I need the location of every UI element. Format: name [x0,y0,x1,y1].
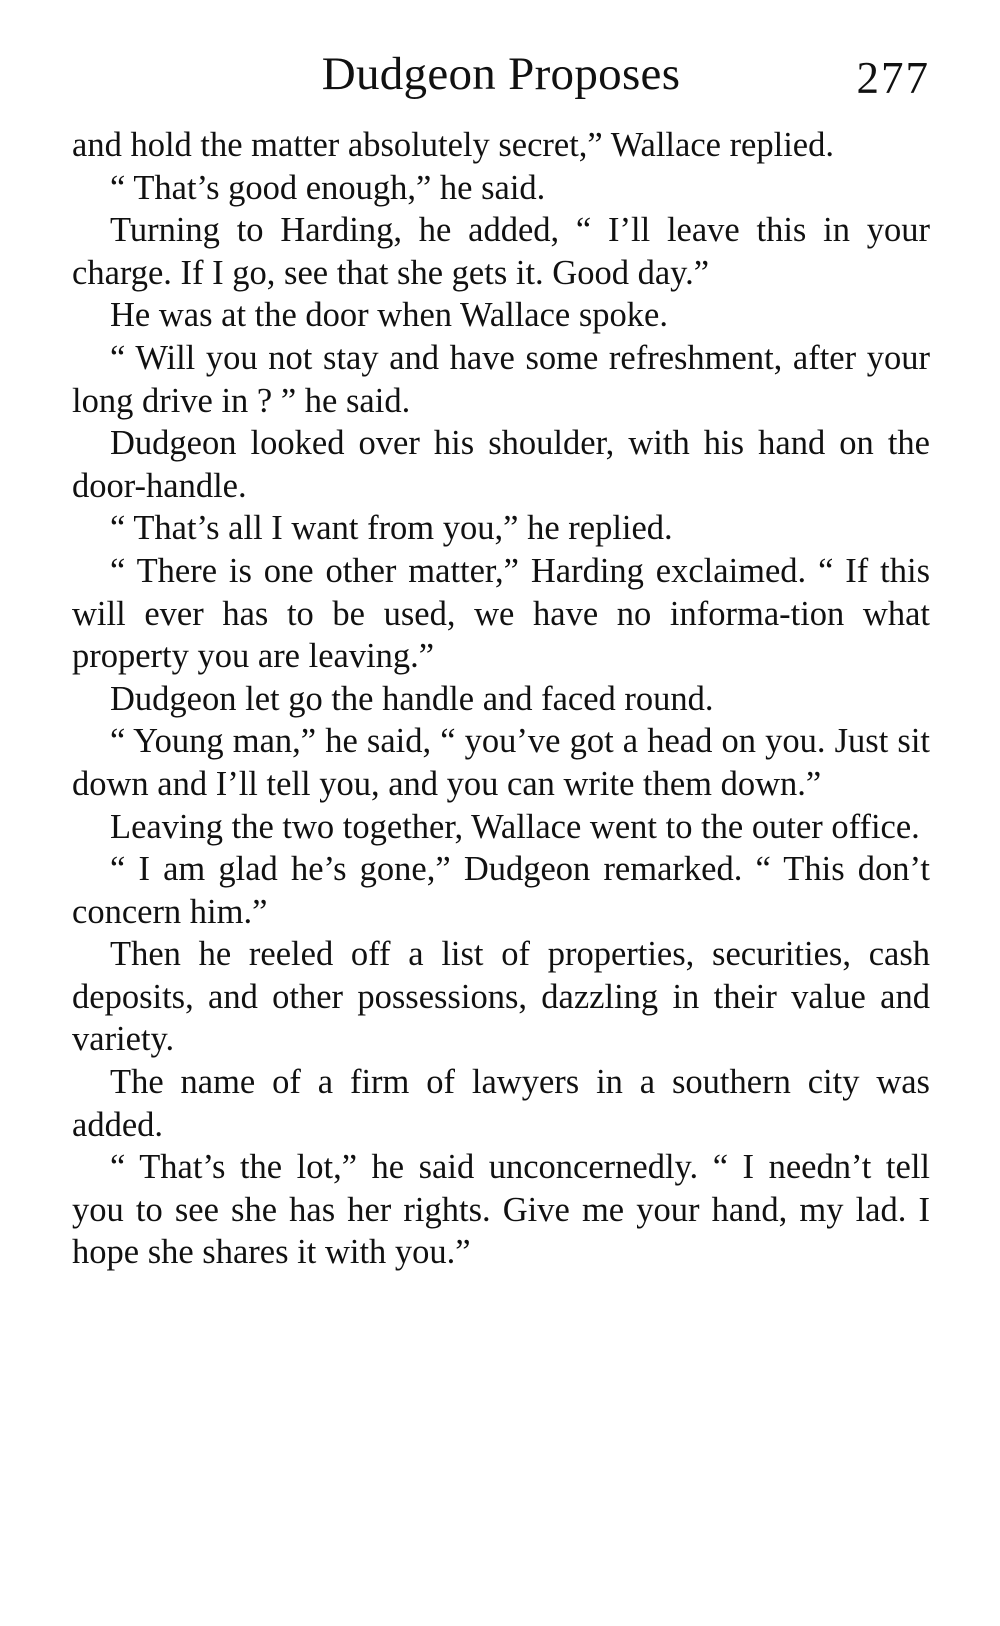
paragraph: “ That’s the lot,” he said unconcernedly. “ I needn’t tell you to see she has her rights. Give me your hand, my lad. I hope she shares it with you.” [72,1148,930,1272]
running-head [72,38,930,110]
paragraph: Dudgeon let go the handle and faced round. [110,679,714,718]
running-title: Dudgeon Proposes [321,48,681,100]
paragraph: “ There is one other matter,” Harding exclaimed. “ If this will ever has to be used, we have no informa-tion what property you are leaving.” [72,551,930,676]
paragraph: “ I am glad he’s gone,” Dudgeon remarked. “ This don’t concern him.” [72,850,930,931]
paragraph: He was at the door when Wallace spoke. [110,296,668,335]
body-text [72,124,930,1274]
page-number: 277 [856,53,930,103]
paragraph: Then he reeled off a list of properties, securities, cash deposits, and other possessions, dazzling in their value and variety. [72,935,930,1059]
paragraph: Dudgeon looked over his shoulder, with his hand on the door-handle. [72,424,930,505]
paragraph: Leaving the two together, Wallace went to the outer office. [110,807,920,846]
paragraph: “ Will you not stay and have some refreshment, after your long drive in ? ” he said. [72,338,930,420]
paragraph: “ That’s good enough,” he said. [110,168,546,207]
paragraph: “ That’s all I want from you,” he replied. [110,509,673,548]
paragraph: “ Young man,” he said, “ you’ve got a head on you. Just sit down and I’ll tell you, and you can write them down.” [72,722,930,803]
paragraph: The name of a firm of lawyers in a southern city was added. [72,1063,930,1144]
paragraph: Turning to Harding, he added, “ I’ll leave this in your charge. If I go, see that she gets it. Good day.” [72,211,930,292]
paragraph: and hold the matter absolutely secret,” Wallace replied. [72,126,834,164]
